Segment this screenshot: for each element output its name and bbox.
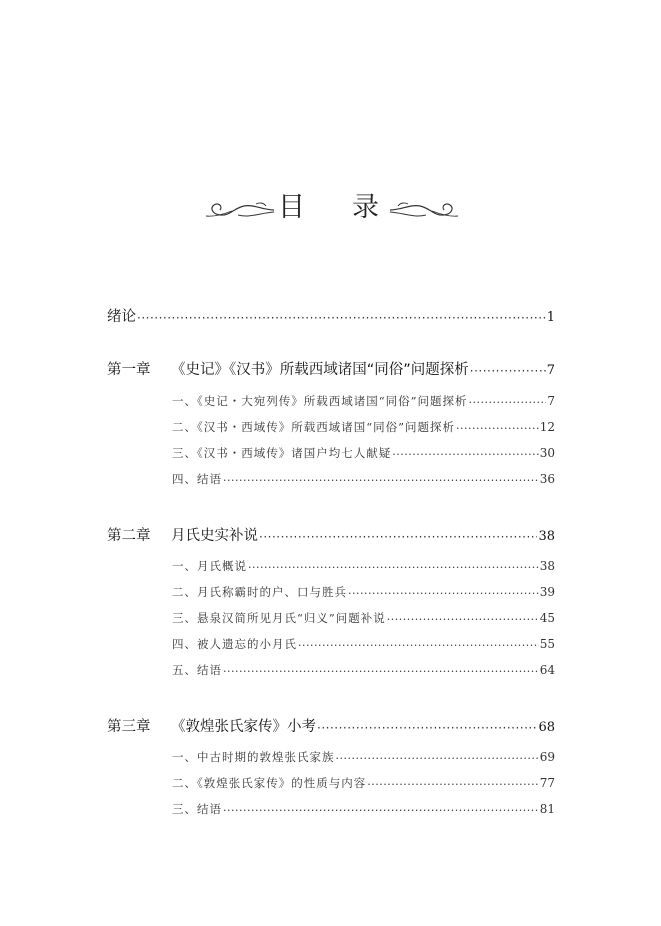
toc-entry-section[interactable]: [172, 471, 555, 487]
chapter-title: 《敦煌张氏家传》小考: [171, 719, 316, 735]
toc-title: [0, 188, 661, 228]
page-number: 77: [539, 776, 555, 790]
dot-leader: [470, 363, 546, 378]
section-label: 二、月氏称霸时的户、口与胜兵: [172, 585, 347, 599]
section-label: 五、结语: [172, 663, 222, 677]
toc-entry-section[interactable]: [172, 584, 555, 600]
section-label: 三、结语: [172, 802, 222, 816]
section-label: 一、《史记・大宛列传》所载西域诸国“同俗”问题探析: [172, 394, 468, 408]
toc-entry-section[interactable]: [172, 662, 555, 678]
toc-entry-section[interactable]: [172, 393, 555, 409]
page-number: 81: [539, 802, 555, 816]
toc-entry-chapter-3[interactable]: [107, 715, 555, 736]
chapter-title: 《史记》《汉书》所载西域诸国“同俗”问题探析: [171, 362, 469, 378]
dot-leader: [223, 803, 539, 815]
page-number: 38: [539, 559, 555, 573]
dot-leader: [223, 664, 539, 676]
section-label: 三、悬泉汉简所见月氏“归义”问题补说: [172, 611, 386, 625]
dot-leader: [137, 310, 546, 325]
section-label: 二、《敦煌张氏家传》的性质与内容: [172, 776, 367, 790]
toc-entry-section[interactable]: [172, 610, 555, 626]
dot-leader: [392, 447, 538, 459]
chapter-number: 第二章: [107, 528, 151, 544]
right-flourish-ornament: [388, 196, 460, 222]
page-number: 36: [539, 472, 555, 486]
chapter-title: 月氏史实补说: [171, 528, 258, 544]
toc-entry-section[interactable]: [172, 636, 555, 652]
page-number: 39: [539, 585, 555, 599]
dot-leader: [298, 638, 539, 650]
dot-leader: [248, 560, 539, 572]
section-label: 四、结语: [172, 472, 222, 486]
dot-leader: [336, 751, 539, 763]
page-number: 12: [539, 420, 555, 434]
page-number: 7: [547, 394, 555, 408]
title-char-mu: 目: [278, 192, 305, 223]
entry-label: 绪论: [107, 309, 136, 325]
dot-leader: [259, 529, 537, 544]
toc-entry-chapter-2[interactable]: [107, 524, 555, 545]
page-number: 69: [539, 750, 555, 764]
chapter-number: 第三章: [107, 719, 151, 735]
dot-leader: [456, 421, 539, 433]
toc-entry-intro[interactable]: [107, 305, 555, 326]
page-number: 38: [538, 529, 555, 544]
dot-leader: [223, 473, 539, 485]
dot-leader: [469, 395, 547, 407]
toc-entry-section[interactable]: [172, 419, 555, 435]
section-label: 二、《汉书・西域传》所载西域诸国“同俗”问题探析: [172, 420, 456, 434]
section-label: 一、月氏概说: [172, 559, 247, 573]
page-number: 64: [539, 663, 555, 677]
toc-entry-section[interactable]: [172, 558, 555, 574]
section-label: 四、被人遗忘的小月氏: [172, 637, 297, 651]
section-label: 三、《汉书・西域传》诸国户均七人献疑: [172, 446, 392, 460]
chapter-number: 第一章: [107, 362, 151, 378]
dot-leader: [367, 777, 538, 789]
toc-entry-section[interactable]: [172, 801, 555, 817]
title-char-lu: 录: [352, 192, 379, 223]
toc-entry-chapter-1[interactable]: [107, 358, 555, 379]
section-label: 一、中古时期的敦煌张氏家族: [172, 750, 335, 764]
page-number: 45: [539, 611, 555, 625]
toc-entry-section[interactable]: [172, 445, 555, 461]
page-number: 30: [539, 446, 555, 460]
left-flourish-ornament: [204, 196, 276, 222]
dot-leader: [387, 612, 539, 624]
dot-leader: [348, 586, 539, 598]
toc-entry-section[interactable]: [172, 775, 555, 791]
page-number: 7: [546, 363, 555, 378]
toc-entry-section[interactable]: [172, 749, 555, 765]
page-number: 1: [546, 310, 555, 325]
page-number: 68: [538, 720, 555, 735]
page-number: 55: [539, 637, 555, 651]
dot-leader: [317, 720, 537, 735]
